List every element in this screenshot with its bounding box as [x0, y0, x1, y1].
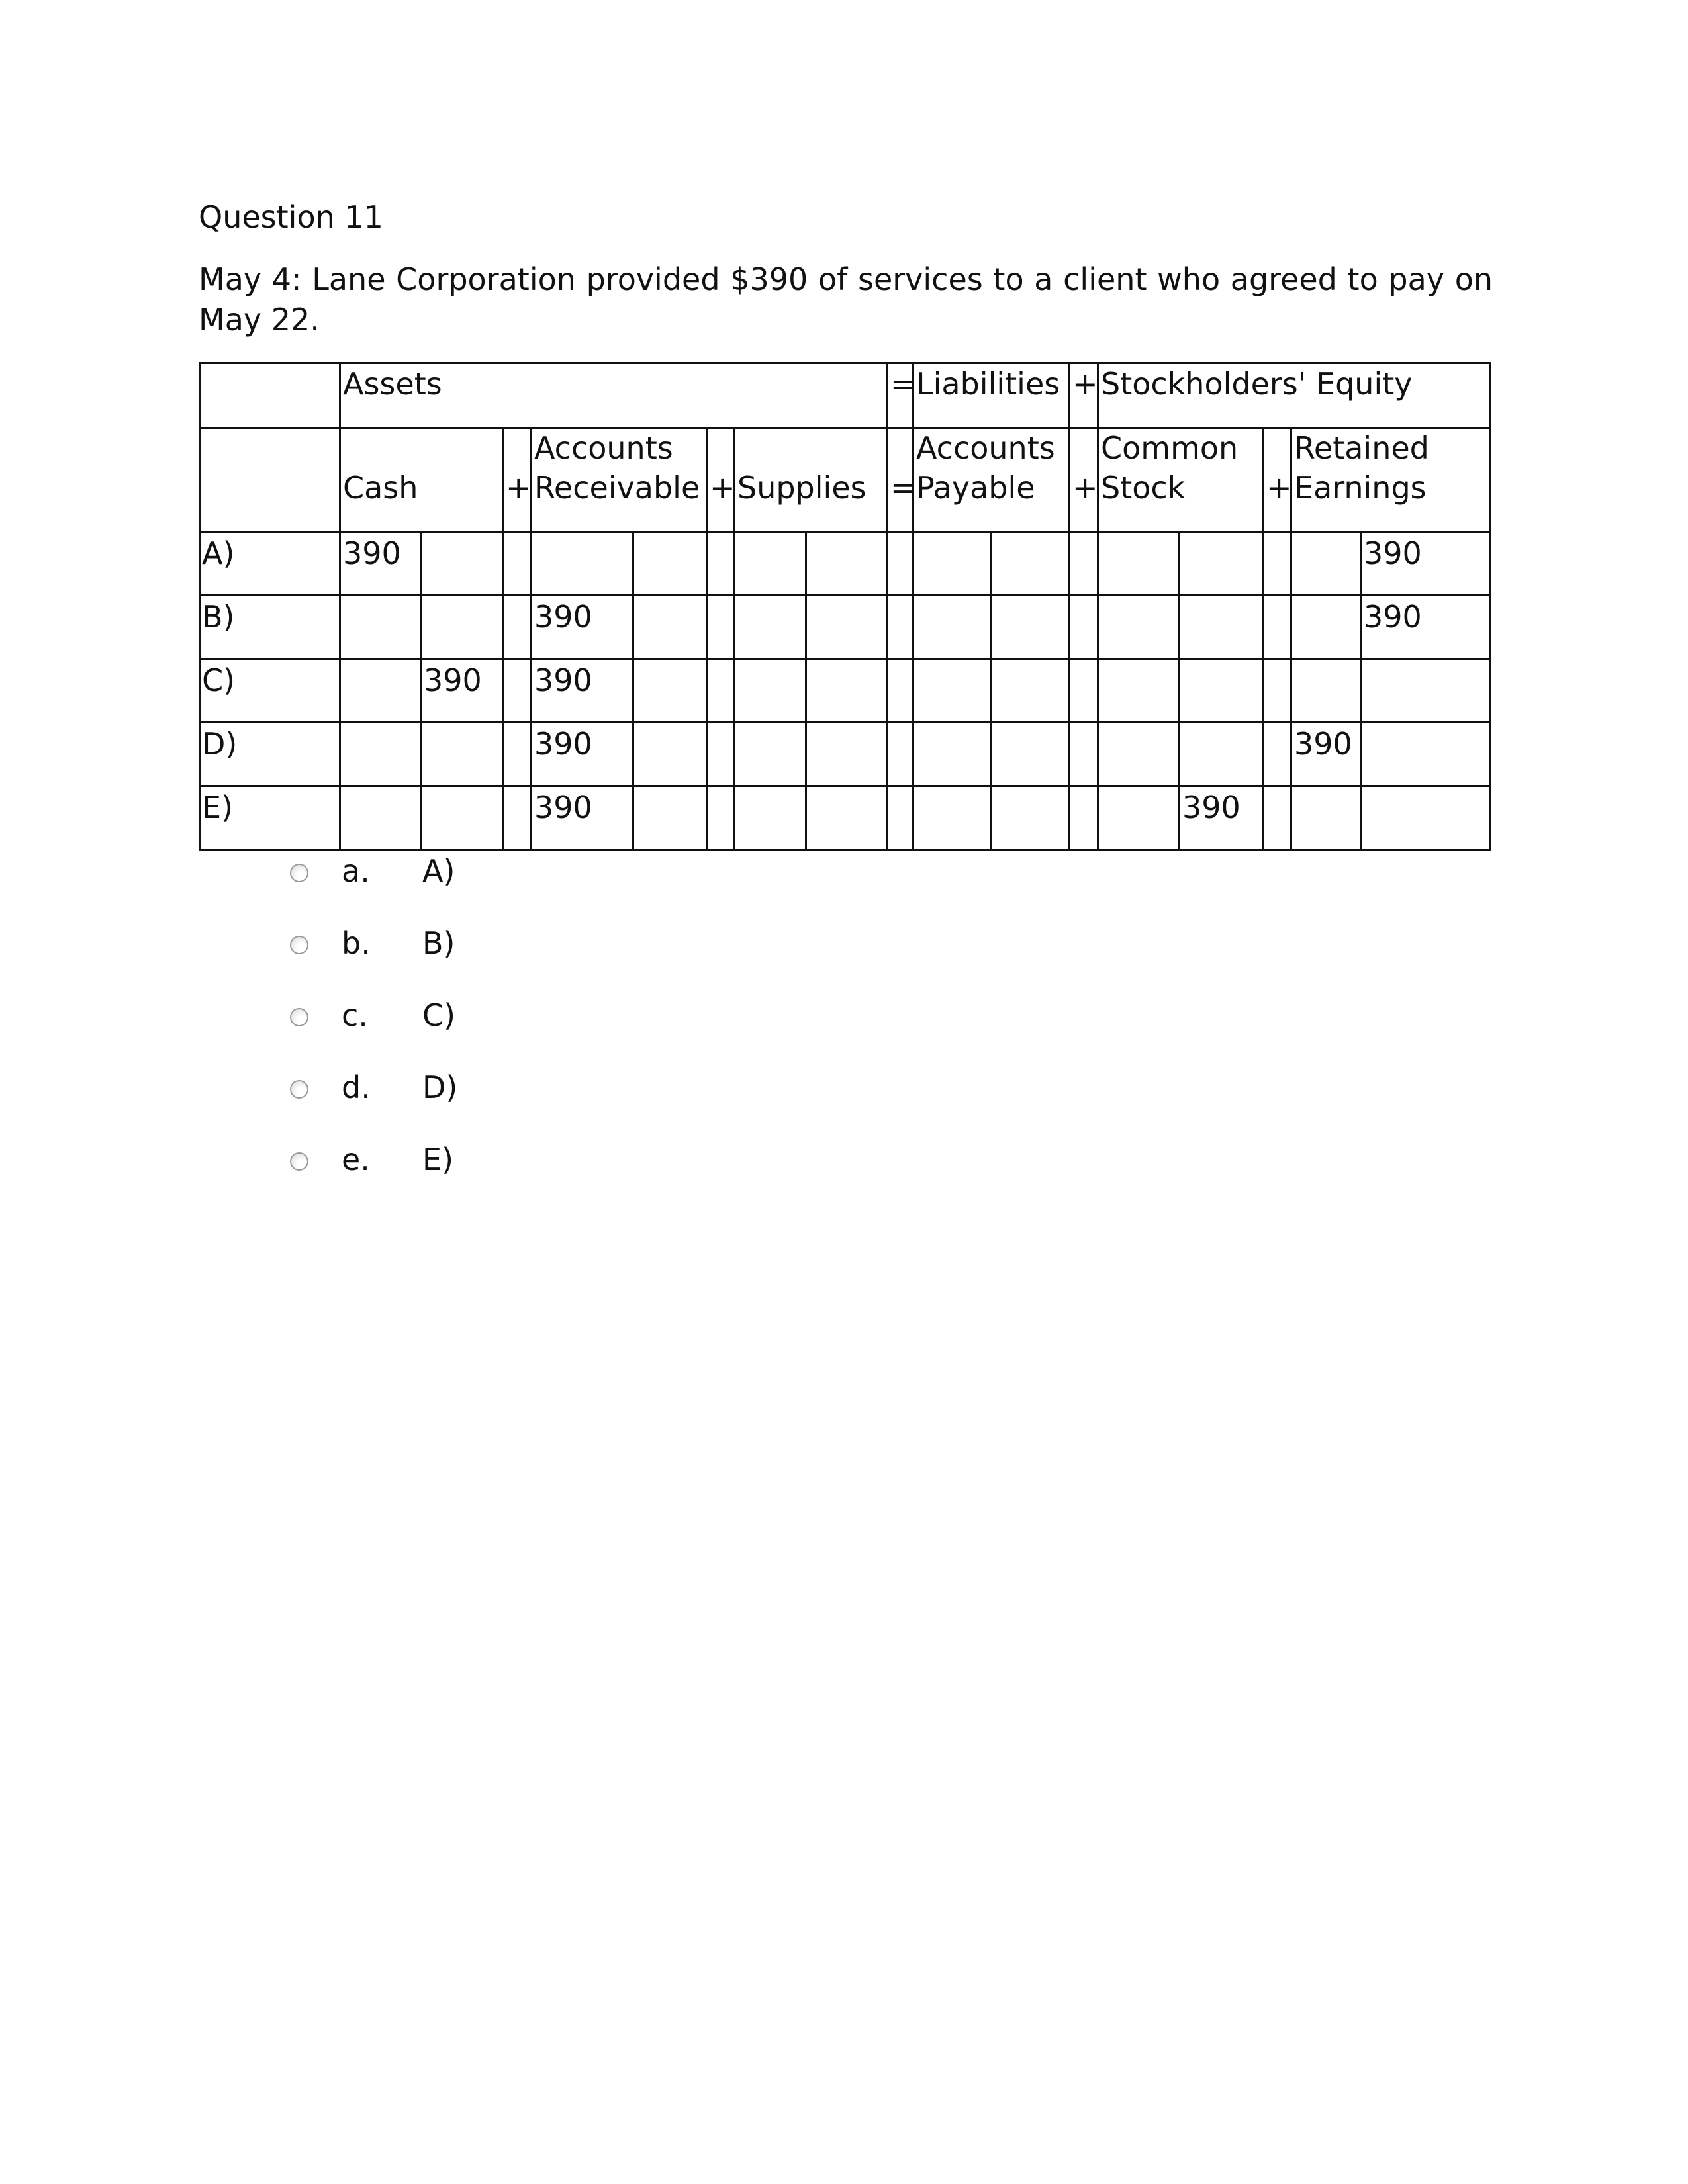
table-rule — [1097, 364, 1099, 849]
table-rule — [1262, 427, 1264, 849]
option-letter: c. — [342, 997, 368, 1033]
table-rule — [805, 531, 807, 849]
header-liabilities: Liabilities — [916, 366, 1060, 402]
column-retained-earnings-line1: Retained — [1294, 430, 1429, 466]
column-accounts-payable-line2: Payable — [916, 470, 1035, 506]
column-common-stock-line1: Common — [1101, 430, 1239, 466]
column-accounts-payable-line1: Accounts — [916, 430, 1055, 466]
radio-button-icon[interactable] — [290, 1080, 308, 1099]
cell-value: 390 — [1364, 599, 1422, 635]
table-rule — [420, 531, 422, 849]
cell-value: 390 — [1294, 726, 1352, 762]
cell-value: 390 — [534, 790, 592, 825]
column-accounts-receivable-line1: Accounts — [534, 430, 673, 466]
option-value: C) — [422, 997, 456, 1033]
header-stockholders-equity: Stockholders' Equity — [1101, 366, 1413, 402]
column-plus-sign: + — [1266, 470, 1292, 506]
table-rule — [912, 364, 914, 849]
column-equals-sign: = — [890, 470, 916, 506]
radio-button-icon[interactable] — [290, 936, 308, 954]
column-plus-sign: + — [1072, 470, 1098, 506]
option-letter: a. — [342, 853, 370, 889]
table-rule — [1360, 531, 1362, 849]
cell-value: 390 — [1182, 790, 1241, 825]
cell-value: 390 — [1364, 535, 1422, 571]
row-label: A) — [202, 535, 235, 571]
option-letter: d. — [342, 1069, 371, 1105]
radio-button-icon[interactable] — [290, 1008, 308, 1026]
option-letter: b. — [342, 925, 371, 961]
table-rule — [1178, 531, 1180, 849]
question-title: Question 11 — [199, 199, 383, 235]
table-rule — [632, 531, 634, 849]
table-rule — [201, 785, 1489, 787]
row-label: C) — [202, 662, 236, 698]
table-rule — [502, 427, 504, 849]
option-value: A) — [422, 853, 455, 889]
row-label: D) — [202, 726, 238, 762]
table-rule — [990, 531, 992, 849]
table-rule — [201, 531, 1489, 533]
cell-value: 390 — [343, 535, 401, 571]
option-value: B) — [422, 925, 455, 961]
row-label: E) — [202, 790, 234, 825]
column-supplies: Supplies — [737, 470, 867, 506]
radio-button-icon[interactable] — [290, 864, 308, 882]
question-text: May 4: Lane Corporation provided $390 of services to a client who agreed to pay on May 22. — [199, 261, 1493, 338]
column-plus-sign: + — [506, 470, 532, 506]
table-rule — [339, 364, 341, 849]
cell-value: 390 — [534, 599, 592, 635]
column-common-stock-line2: Stock — [1101, 470, 1186, 506]
cell-value: 390 — [534, 726, 592, 762]
table-rule — [706, 427, 708, 849]
cell-value: 390 — [534, 662, 592, 698]
table-rule — [886, 364, 888, 849]
column-accounts-receivable-line2: Receivable — [534, 470, 700, 506]
option-value: D) — [422, 1069, 458, 1105]
table-rule — [1068, 364, 1070, 849]
column-plus-sign: + — [710, 470, 735, 506]
radio-button-icon[interactable] — [290, 1152, 308, 1171]
header-plus-sign: + — [1072, 366, 1098, 402]
row-label: B) — [202, 599, 235, 635]
cell-value: 390 — [424, 662, 482, 698]
table-rule — [201, 658, 1489, 660]
option-value: E) — [422, 1142, 454, 1177]
column-retained-earnings-line2: Earnings — [1294, 470, 1427, 506]
header-equals-sign: = — [890, 366, 916, 402]
table-rule — [201, 594, 1489, 596]
accounting-equation-table — [199, 362, 1491, 851]
table-rule — [201, 721, 1489, 723]
column-cash: Cash — [343, 470, 418, 506]
header-assets: Assets — [343, 366, 442, 402]
option-letter: e. — [342, 1142, 370, 1177]
